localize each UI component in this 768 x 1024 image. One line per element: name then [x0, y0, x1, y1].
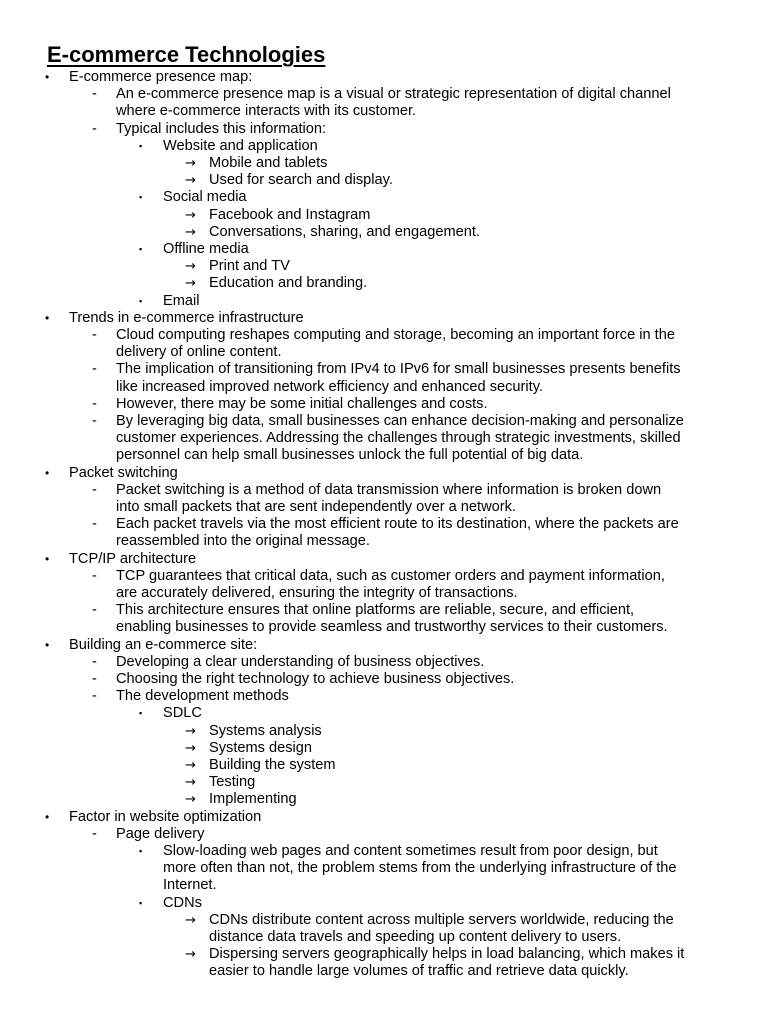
outline-line: The development methods	[116, 688, 289, 705]
dash-icon: -	[92, 671, 97, 687]
dash-icon: -	[92, 825, 97, 842]
outline-line: Facebook and Instagram	[209, 206, 371, 223]
outline-line: Systems analysis	[209, 722, 322, 739]
outline-line: distance data travels and speeding up content delivery to users.	[209, 929, 622, 945]
arrow-icon: →	[185, 224, 196, 240]
dash-icon: -	[92, 516, 97, 533]
outline-line: Testing	[209, 774, 256, 791]
arrow-icon: →	[185, 156, 196, 171]
outline-line: Slow-loading web pages and content sometimes result from poor design, but	[163, 843, 658, 859]
dash-icon: -	[92, 86, 97, 103]
outline-line: Used for search and display.	[209, 172, 393, 189]
bullet-icon: •	[45, 551, 50, 566]
outline-line: Cloud computing reshapes computing and storage, becoming an important force in the	[116, 327, 675, 343]
square-bullet-icon: ▪	[139, 244, 143, 254]
outline-line: Mobile and tablets	[209, 155, 328, 171]
bullet-icon: •	[45, 70, 50, 84]
outline-line: CDNs distribute content across multiple servers worldwide, reducing the	[209, 911, 674, 928]
outline-line: Website and application	[163, 137, 318, 154]
outline-line: Print and TV	[209, 258, 290, 275]
outline-line: Offline media	[163, 241, 249, 257]
arrow-icon: →	[185, 173, 196, 189]
bullet-icon: •	[45, 465, 50, 480]
square-bullet-icon: ▪	[139, 846, 143, 856]
dash-icon: -	[92, 120, 97, 137]
square-bullet-icon: ▪	[139, 897, 143, 908]
outline-line: where e-commerce interacts with its customer.	[116, 103, 417, 120]
outline-line: Building an e-commerce site:	[69, 636, 258, 653]
square-bullet-icon: ▪	[139, 708, 143, 719]
arrow-icon: →	[185, 758, 196, 773]
dash-icon: -	[92, 602, 97, 619]
outline-line: Education and branding.	[209, 275, 368, 292]
square-bullet-icon: ▪	[139, 192, 143, 203]
outline-line: more often than not, the problem stems from the underlying infrastructure of the	[163, 860, 677, 877]
outline-line: Social media	[163, 189, 247, 206]
outline-line: Each packet travels via the most efficient route to its destination, where the packets are	[116, 516, 679, 533]
dash-icon: -	[92, 481, 97, 498]
arrow-icon: →	[185, 740, 196, 756]
outline-line: easier to handle large volumes of traffic and retrieve data quickly.	[209, 963, 629, 980]
outline-line: E-commerce presence map:	[69, 69, 253, 85]
outline-line: into small packets that are sent independently over a network.	[116, 499, 516, 515]
outline-line: TCP guarantees that critical data, such as customer orders and payment information,	[116, 567, 665, 584]
outline-line: reassembled into the original message.	[116, 533, 370, 550]
outline-line: like increased improved network efficiency and enhanced security.	[116, 378, 543, 395]
outline-line: delivery of online content.	[116, 344, 282, 361]
dash-icon: -	[92, 688, 97, 705]
outline-line: The implication of transitioning from IPv4 to IPv6 for small businesses presents benefits	[116, 361, 681, 378]
outline-line: Systems design	[209, 739, 313, 756]
bullet-icon: •	[45, 809, 50, 824]
outline-line: are accurately delivered, ensuring the integrity of transactions.	[116, 585, 518, 601]
outline-line: enabling businesses to provide seamless and trustworthy services to their customers.	[116, 619, 668, 636]
square-bullet-icon: ▪	[139, 295, 143, 306]
arrow-icon: →	[185, 775, 196, 791]
bullet-icon: •	[45, 637, 50, 652]
outline-line: Packet switching is a method of data transmission where information is broken down	[116, 481, 662, 498]
outline-line: By leveraging big data, small businesses can enhance decision-making and personalize	[116, 413, 684, 429]
outline-line: SDLC	[163, 705, 202, 722]
outline-line: Packet switching	[69, 464, 178, 481]
dash-icon: -	[92, 361, 97, 378]
dash-icon: -	[92, 567, 97, 584]
outline-line: However, there may be some initial challenges and costs.	[116, 395, 488, 412]
arrow-icon: →	[185, 207, 196, 223]
arrow-icon: →	[185, 276, 196, 292]
outline-line: Building the system	[209, 757, 336, 773]
outline-line: Developing a clear understanding of business objectives.	[116, 653, 485, 670]
arrow-icon: →	[185, 259, 196, 275]
outline-line: This architecture ensures that online platforms are reliable, secure, and efficient,	[116, 602, 635, 619]
page-title: E-commerce Technologies	[47, 42, 326, 67]
outline-line: An e-commerce presence map is a visual or strategic representation of digital channel	[116, 86, 671, 103]
outline-line: Factor in website optimization	[69, 808, 262, 825]
outline-line: Trends in e-commerce infrastructure	[69, 309, 304, 326]
outline-line: Email	[163, 292, 200, 309]
outline-line: Internet.	[163, 877, 217, 894]
dash-icon: -	[92, 653, 97, 670]
outline-line: Typical includes this information:	[116, 120, 327, 137]
outline-line: Page delivery	[116, 825, 205, 842]
outline-line: personnel can help small businesses unlock the full potential of big data.	[116, 447, 584, 464]
outline-line: Implementing	[209, 791, 297, 808]
arrow-icon: →	[185, 723, 196, 739]
outline-line: customer experiences. Addressing the challenges through strategic investments, skilled	[116, 430, 681, 447]
arrow-icon: →	[185, 912, 196, 928]
outline-line: Dispersing servers geographically helps in load balancing, which makes it	[209, 946, 685, 963]
arrow-icon: →	[185, 792, 196, 808]
dash-icon: -	[92, 395, 97, 412]
bullet-icon: •	[45, 310, 50, 325]
dash-icon: -	[92, 327, 97, 343]
outline-line: CDNs	[163, 894, 202, 911]
arrow-icon: →	[185, 947, 196, 963]
square-bullet-icon: ▪	[139, 140, 143, 151]
outline-line: TCP/IP architecture	[69, 550, 197, 567]
dash-icon: -	[92, 413, 97, 429]
outline-line: Choosing the right technology to achieve business objectives.	[116, 671, 515, 687]
outline-line: Conversations, sharing, and engagement.	[209, 223, 480, 240]
